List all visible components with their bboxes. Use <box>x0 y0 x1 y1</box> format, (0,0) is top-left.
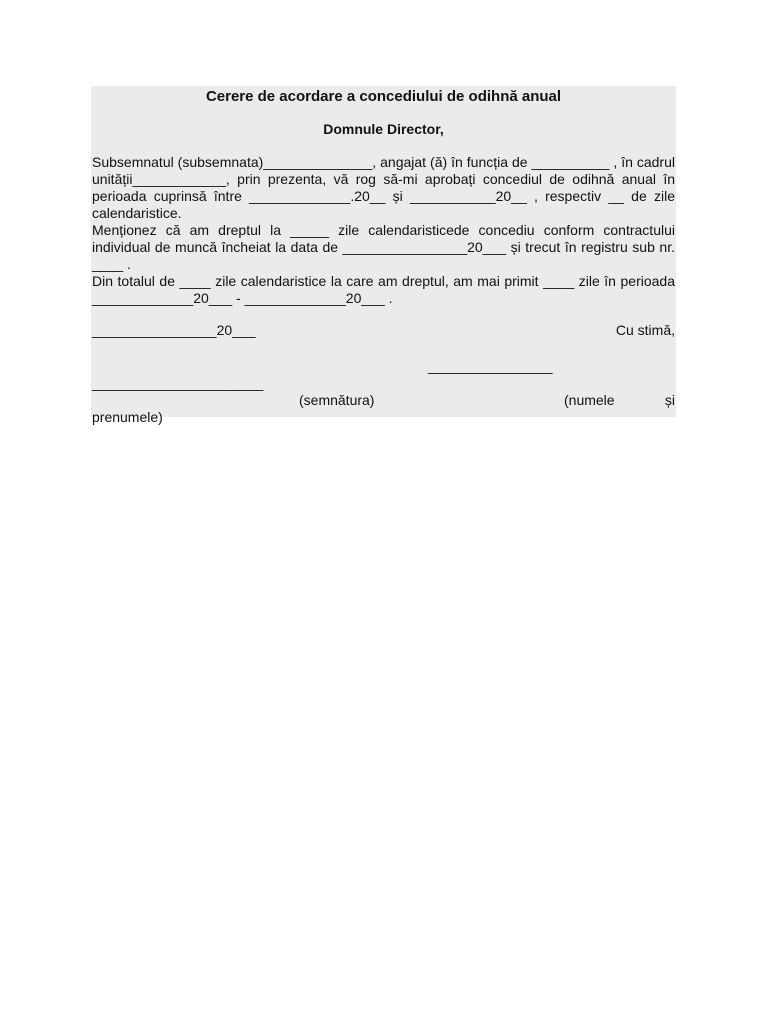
signature-label: (semnătura) <box>299 392 375 408</box>
document-title: Cerere de acordare a concediului de odihnă anual <box>205 88 562 105</box>
name-label-part2: și <box>664 392 675 408</box>
name-label-part1: (numele <box>564 392 615 408</box>
leave-request-document <box>91 86 676 425</box>
date-closing-row <box>92 322 675 339</box>
signature-line: ______________________ <box>92 375 264 391</box>
entitlement-paragraph: Menționez că am dreptul la _____ zile calendaristicede concediu conform contractului individual de muncă încheiat la data de ________________20___ și trecut în registru sub nr. ____ . <box>92 222 675 272</box>
signature-labels-row <box>92 392 675 409</box>
closing-text: Cu stimă, <box>615 322 675 338</box>
date-line: ________________20___ <box>92 322 256 338</box>
name-line: ________________ <box>428 358 553 374</box>
salutation: Domnule Director, <box>323 121 444 137</box>
previous-leave-paragraph: Din totalul de ____ zile calendaristice la care am dreptul, am mai primit ____ zile în perioada _____________20___ - _____________20___ . <box>92 273 675 306</box>
request-paragraph: Subsemnatul (subsemnata)______________, angajat (ă) în funcția de __________ , în cadrul unității____________, prin prezenta, vă rog să-mi aprobați concediul de odihnă anual în perioada cuprinsă între _____________.20__ și ___________20__ , respectiv __ de zile calendaristice. <box>92 154 675 221</box>
name-label-group <box>564 392 675 409</box>
name-label-part3: prenumele) <box>92 409 163 425</box>
